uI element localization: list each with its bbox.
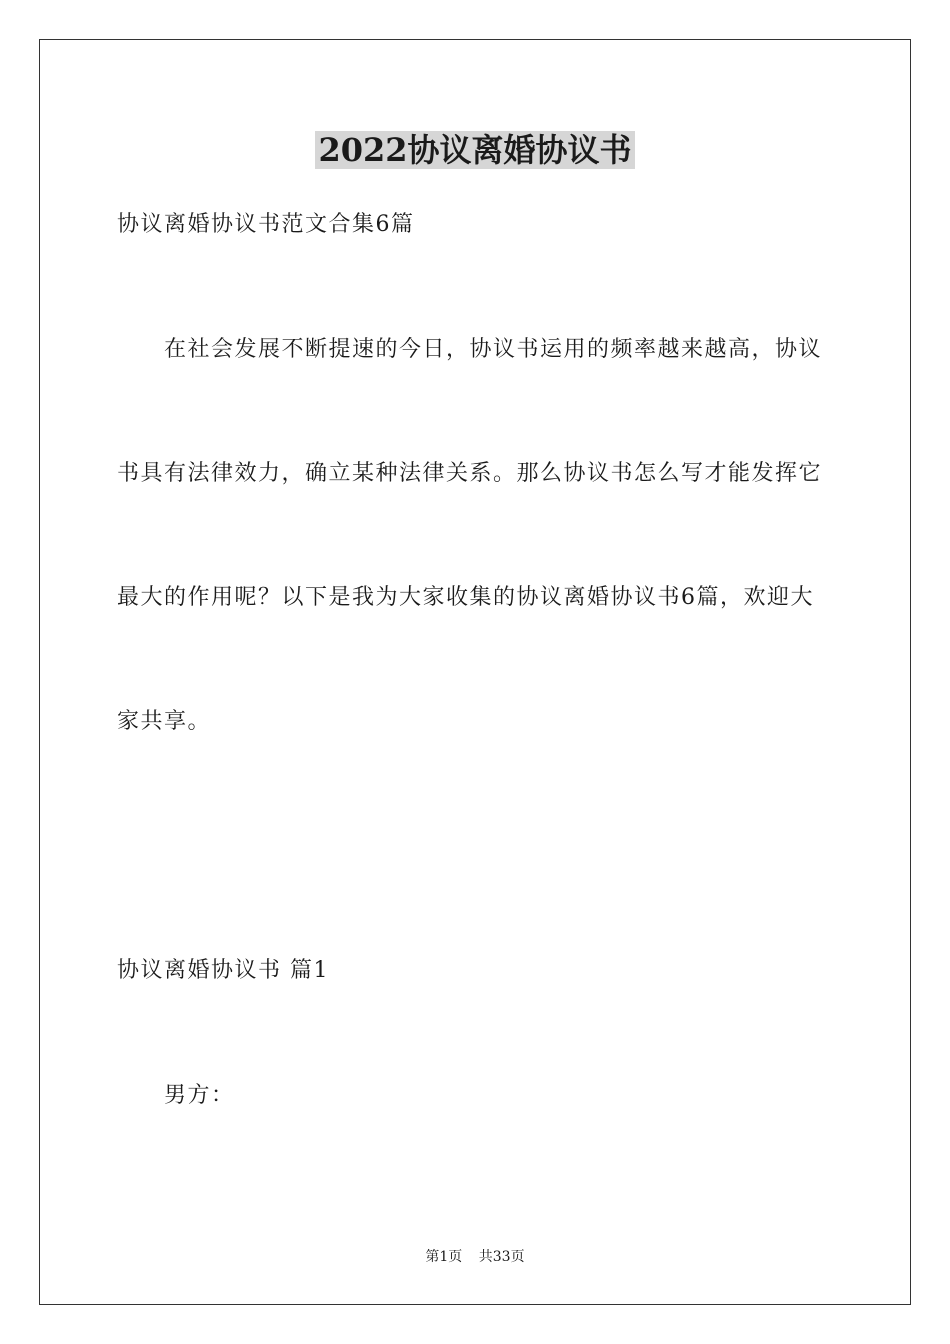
intro-line-3: 最大的作用呢？以下是我为大家收集的协议离婚协议书6篇，欢迎大 (117, 585, 814, 610)
intro-line-1: 在社会发展不断提速的今日，协议书运用的频率越来越高，协议 (164, 337, 823, 362)
section-heading: 协议离婚协议书 篇1 (117, 958, 329, 983)
intro-line-4: 家共享。 (117, 709, 212, 734)
page-number: 第1页 (425, 1249, 463, 1265)
document-title (0, 128, 950, 172)
page-footer (0, 1247, 950, 1267)
document-subtitle: 协议离婚协议书范文合集6篇 (117, 212, 415, 237)
field-label-husband: 男方： (164, 1083, 235, 1108)
document-title-text: 2022协议离婚协议书 (315, 131, 634, 169)
intro-line-2: 书具有法律效力，确立某种法律关系。那么协议书怎么写才能发挥它 (117, 461, 823, 486)
page-total: 共33页 (478, 1249, 525, 1265)
